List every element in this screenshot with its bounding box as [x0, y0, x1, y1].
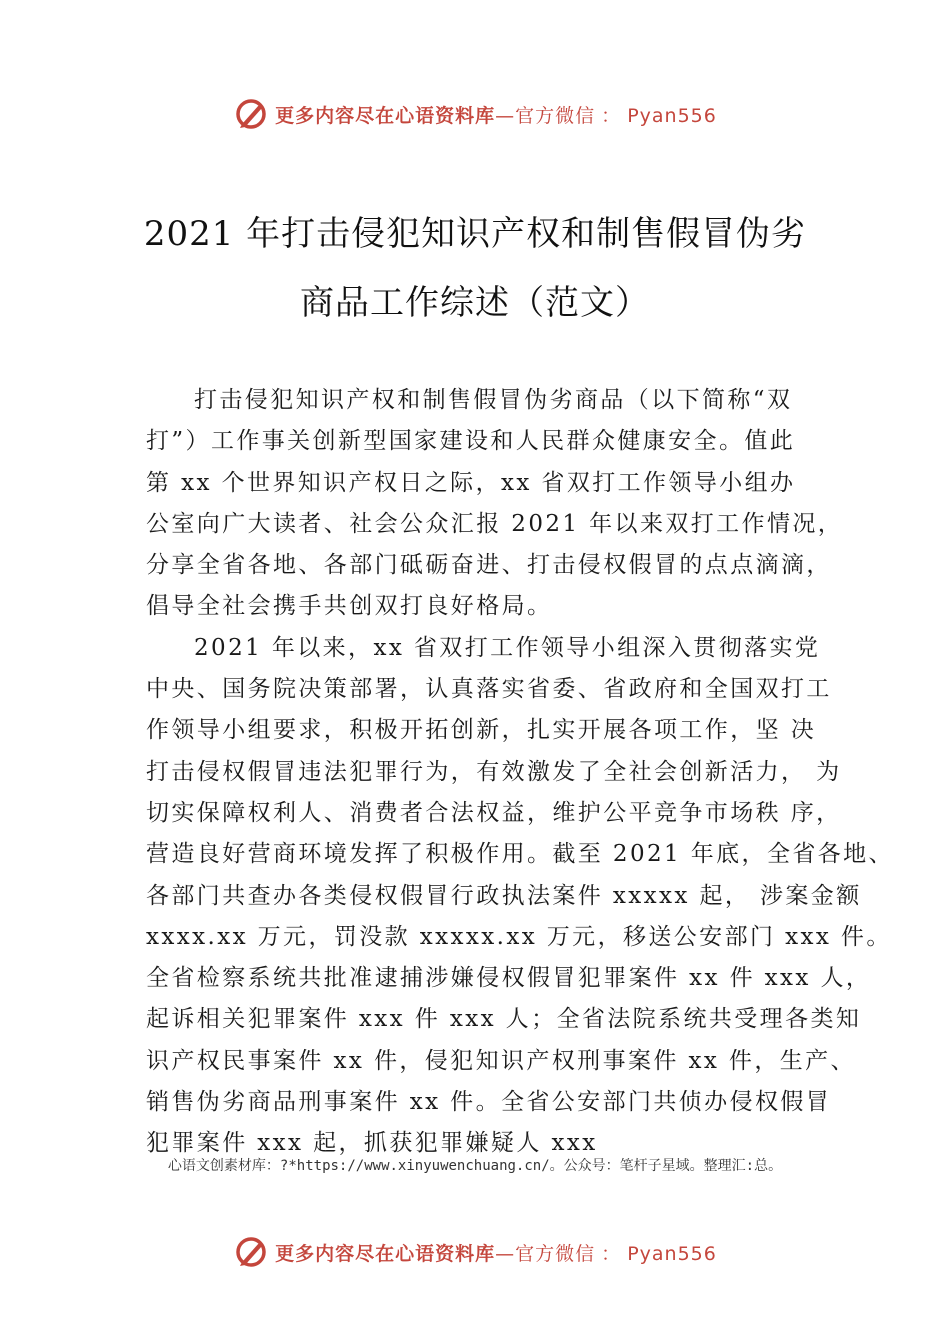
- body-line: 作领导小组要求，积极开拓创新，扎实开展各项工作，坚 决: [146, 717, 817, 744]
- header-banner: [0, 94, 950, 134]
- pen-circle-logo-icon: [233, 1234, 269, 1270]
- banner-separator: ：: [601, 104, 622, 127]
- body-line: 识产权民事案件 xx 件，侵犯知识产权刑事案件 xx 件，生产、: [146, 1047, 856, 1074]
- banner-wechat-id: Pyan556: [627, 1242, 717, 1265]
- banner-label: 官方微信: [515, 1242, 596, 1265]
- banner-brand: 更多内容尽在心语资料库: [275, 104, 496, 127]
- document-title-line-1: 2021 年打击侵犯知识产权和制售假冒伪劣: [143, 214, 807, 254]
- banner-label: 官方微信: [515, 104, 596, 127]
- body-line: 打击侵权假冒违法犯罪行为，有效激发了全社会创新活力， 为: [146, 758, 842, 785]
- body-line: 2021 年以来，xx 省双打工作领导小组深入贯彻落实党: [194, 634, 821, 661]
- body-line: 第 xx 个世界知识产权日之际，xx 省双打工作领导小组办: [146, 469, 796, 496]
- body-line: 切实保障权利人、消费者合法权益，维护公平竞争市场秩 序，: [146, 799, 842, 826]
- banner-separator: ：: [601, 1242, 622, 1265]
- body-line: 公室向广大读者、社会公众汇报 2021 年以来双打工作情况，: [146, 510, 844, 537]
- body-line: 犯罪案件 xxx 起，抓获犯罪嫌疑人 xxx: [146, 1130, 598, 1157]
- banner-brand: 更多内容尽在心语资料库: [275, 1242, 496, 1265]
- body-line: 起诉相关犯罪案件 xxx 件 xxx 人；全省法院系统共受理各类知: [146, 1006, 862, 1033]
- pen-circle-logo-icon: [233, 96, 269, 132]
- body-line: 全省检察系统共批准逮捕涉嫌侵权假冒犯罪案件 xx 件 xxx 人，: [146, 965, 872, 992]
- document-body: [146, 380, 894, 1165]
- body-line: 倡导全社会携手共创双打良好格局。: [146, 593, 553, 620]
- body-line: 各部门共查办各类侵权假冒行政执法案件 xxxxx 起， 涉案金额: [146, 882, 862, 909]
- source-note: 心语文创素材库：?*https://www.xinyuwenchuang.cn/。公众号：笔杆子星域。整理汇:总。: [167, 1158, 783, 1174]
- banner-dash: —: [495, 1242, 516, 1265]
- body-line: 营造良好营商环境发挥了积极作用。截至 2021 年底，全省各地、: [146, 841, 894, 868]
- body-line: 打”）工作事关创新型国家建设和人民群众健康安全。值此: [146, 428, 796, 455]
- body-line: 中央、国务院决策部署，认真落实省委、省政府和全国双打工: [146, 676, 832, 703]
- document-title-line-2: 商品工作综述（范文）: [300, 283, 650, 323]
- footer-banner: [0, 1232, 950, 1272]
- body-line: 销售伪劣商品刑事案件 xx 件。全省公安部门共侦办侵权假冒: [146, 1089, 832, 1116]
- body-line: xxxx.xx 万元，罚没款 xxxxx.xx 万元，移送公安部门 xxx 件。: [146, 923, 892, 950]
- body-line: 打击侵犯知识产权和制售假冒伪劣商品（以下简称“双: [194, 387, 793, 413]
- body-line: 分享全省各地、各部门砥砺奋进、打击侵权假冒的点点滴滴，: [146, 552, 832, 579]
- banner-dash: —: [495, 104, 516, 127]
- banner-wechat-id: Pyan556: [627, 104, 717, 127]
